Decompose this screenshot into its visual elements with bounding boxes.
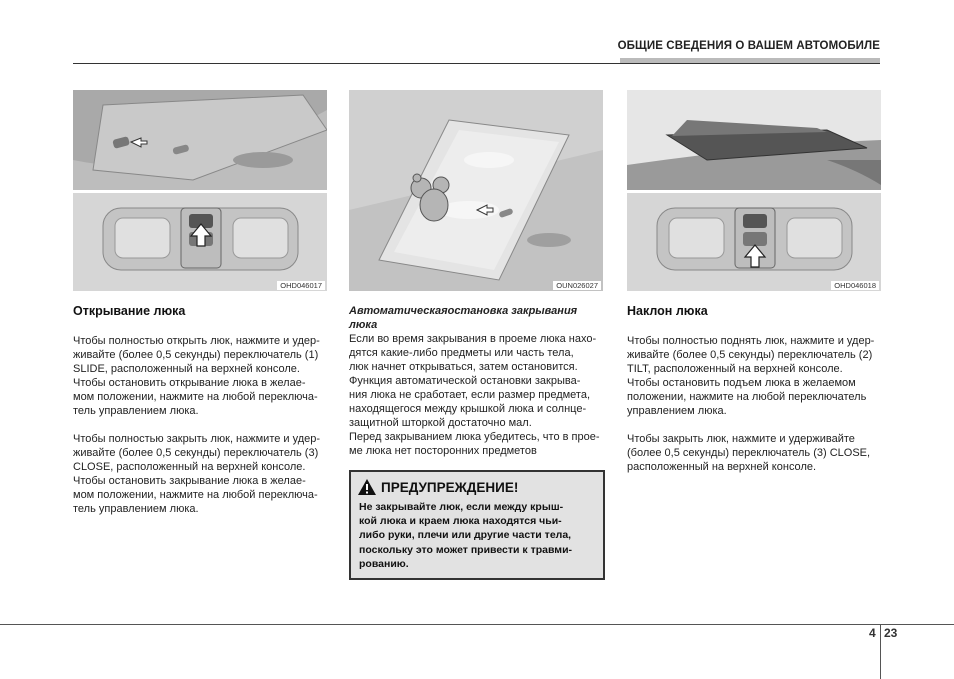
figure-sunroof-open xyxy=(73,90,327,291)
warning-triangle-icon xyxy=(357,478,377,496)
text-line: кой люка и краем люка находятся чьи- xyxy=(359,515,562,528)
text-line: живайте (более 0,5 секунды) переключатель (1) xyxy=(73,349,319,361)
section-title-open: Открывание люка xyxy=(73,304,186,318)
text-line: Чтобы полностью открыть люк, нажмите и удер- xyxy=(73,335,320,347)
figure-code: OUN026027 xyxy=(553,281,601,290)
header-rule xyxy=(73,63,880,64)
text-line: Функция автоматической остановки закрыва- xyxy=(349,375,581,387)
section-body-tilt xyxy=(627,334,880,474)
text-line: расположенный на верхней консоле. xyxy=(627,461,817,473)
warning-header xyxy=(357,478,518,496)
text-line: рованию. xyxy=(359,557,409,570)
text-line: люк начнет открываться, затем остановится. xyxy=(349,361,578,373)
text-line: Чтобы остановить открывание люка в желае- xyxy=(73,377,306,389)
chapter-number: 4 xyxy=(869,626,876,640)
subsection-title: Автоматическаяостановка закрывания xyxy=(349,305,578,317)
subsection-title: люка xyxy=(349,319,378,331)
text-line: живайте (более 0,5 секунды) переключатель (3) xyxy=(73,447,319,459)
figure-sunroof-tilt xyxy=(627,90,881,291)
text-line: управлением люка. xyxy=(627,405,727,417)
text-line: мом положении, нажмите на любой переключа- xyxy=(73,391,318,403)
sunroof-open-illustration xyxy=(73,90,327,291)
text-line: Перед закрыванием люка убедитесь, что в прое- xyxy=(349,431,600,443)
text-line: находящегося между крышкой люка и солнце- xyxy=(349,403,587,415)
text-line: поскольку это может привести к травми- xyxy=(359,543,573,556)
text-line: мом положении, нажмите на любой переключа- xyxy=(73,489,318,501)
text-line: тель управлением люка. xyxy=(73,405,199,417)
text-line: либо руки, плечи или другие части тела, xyxy=(359,529,572,542)
text-line: SLIDE, расположенный на верхней консоле. xyxy=(73,363,300,375)
text-line: защитной шторкой достаточно мал. xyxy=(349,417,532,429)
text-line: Чтобы закрыть люк, нажмите и удерживайте xyxy=(627,433,855,445)
section-body-open xyxy=(73,334,326,516)
text-line: живайте (более 0,5 секунды) переключатель (2) xyxy=(627,349,873,361)
text-line: ме люка нет посторонних предметов xyxy=(349,445,537,457)
text-line: Если во время закрывания в проеме люка нахо- xyxy=(349,333,597,345)
warning-title: ПРЕДУПРЕЖДЕНИЕ! xyxy=(381,479,519,495)
warning-text xyxy=(359,500,595,571)
text-line: (более 0,5 секунды) переключатель (3) CLOSE, xyxy=(627,447,871,459)
text-line: дятся какие-либо предметы или часть тела, xyxy=(349,347,574,359)
text-line: положении, нажмите на любой переключатель xyxy=(627,391,867,403)
sunroof-tilt-illustration xyxy=(627,90,881,291)
text-line: Чтобы полностью поднять люк, нажмите и удер- xyxy=(627,335,875,347)
text-line: Чтобы полностью закрыть люк, нажмите и удер- xyxy=(73,433,321,445)
text-line: ния люка не сработает, если размер предмета, xyxy=(349,389,591,401)
warning-box xyxy=(349,470,605,580)
text-line: Чтобы остановить закрывание люка в желае- xyxy=(73,475,306,487)
header-title: ОБЩИЕ СВЕДЕНИЯ О ВАШЕМ АВТОМОБИЛЕ xyxy=(617,40,880,52)
text-line: Не закрывайте люк, если между крыш- xyxy=(359,501,564,513)
page-number: 23 xyxy=(884,626,898,640)
text-line: CLOSE, расположенный на верхней консоле. xyxy=(73,461,306,473)
text-line: TILT, расположенный на верхней консоле. xyxy=(627,363,843,375)
footer-divider xyxy=(880,624,881,679)
auto-reverse-illustration xyxy=(349,90,603,291)
section-title-tilt: Наклон люка xyxy=(627,304,708,318)
text-line: Чтобы остановить подъем люка в желаемом xyxy=(627,377,856,389)
section-body-auto-reverse xyxy=(349,304,604,458)
figure-auto-reverse xyxy=(349,90,603,291)
text-line: тель управлением люка. xyxy=(73,503,199,515)
footer-rule xyxy=(0,624,954,625)
figure-code: OHD046018 xyxy=(831,281,879,290)
figure-code: OHD046017 xyxy=(277,281,325,290)
